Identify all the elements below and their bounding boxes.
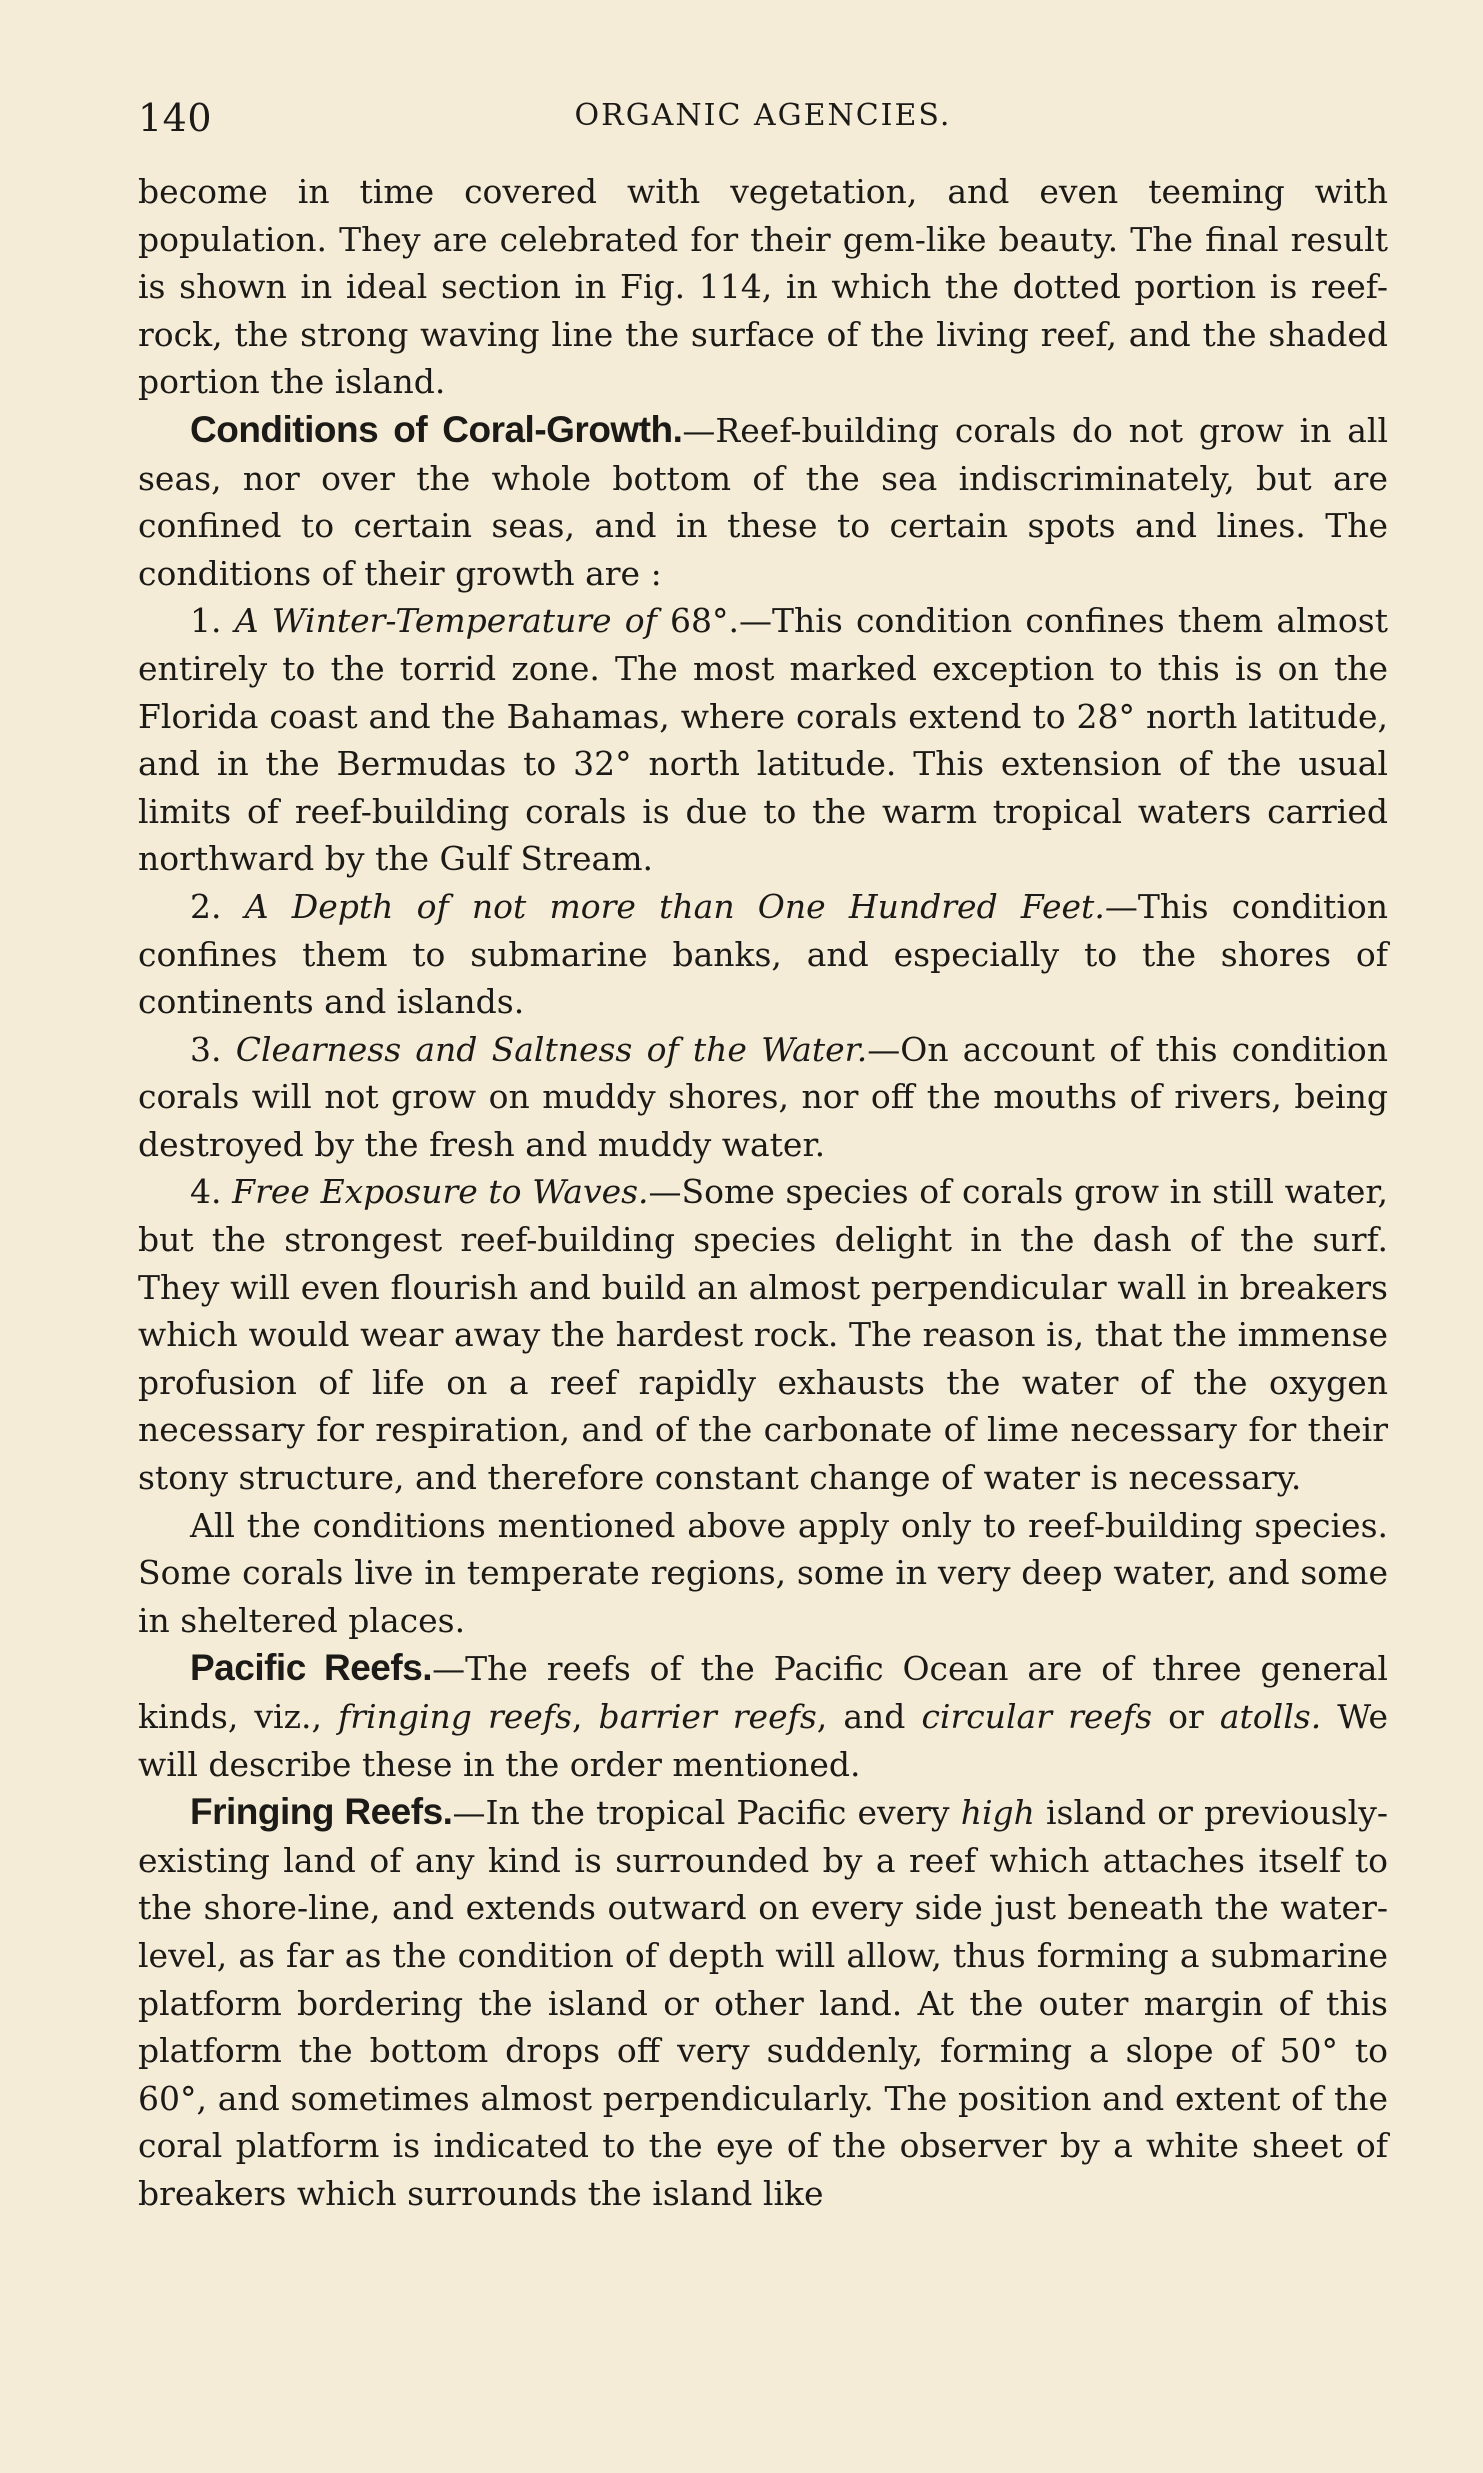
term-circular-reefs: circular reefs [921, 1697, 1153, 1736]
page-header [138, 96, 1388, 146]
body-text [138, 168, 1388, 2218]
paragraph-text: —Some species of corals grow in still water, but the strongest reef-building species delight in the dash of the surf. They will even flourish and build an almost perpendicular wall in breakers which would wear away the hardest rock. The reason is, that the immense profusion of life on a reef rapidly exhausts the water of the oxygen necessary for respiration, and of the carbonate of lime necessary for their stony structure, and therefore constant change of water is necessary. [138, 1172, 1388, 1498]
paragraph-text: , and [816, 1697, 922, 1736]
list-number: 1. [190, 601, 222, 641]
term-high: high [960, 1793, 1035, 1833]
paragraph-text: island or previously-existing land of any kind is surrounded by a reef which attaches itself to the shore-line, and extends outward on every side just beneath the water-level, as far as the condition of depth will allow, thus forming a submarine platform bordering the island or other land. At the outer margin of this platform the bottom drops off very suddenly, forming a slope of 50° to 60°, and sometimes almost perpendicularly. The position and extent of the coral platform is indicated to the eye of the observer by a white sheet of breakers which surrounds the island like [138, 1793, 1388, 2213]
paragraph-text: —This condition confines them to submarine banks, and especially to the shores of continents and islands. [138, 886, 1388, 1022]
paragraph-continuation: become in time covered with vegetation, and even teeming with population. They are celebrated for their gem-like beauty. The final result is shown in ideal section in Fig. 114, in which the dotted portion is reef-rock, the strong waving line the surface of the living reef, and the shaded portion the island. [138, 172, 1388, 402]
condition-title: A Depth of not more than One Hundred Feet. [244, 886, 1105, 926]
paragraph-condition-3 [138, 1026, 1388, 1169]
paragraph-condition-2 [138, 883, 1388, 1026]
paragraph-conditions-of-coral-growth [138, 406, 1388, 597]
paragraph-text: or [1152, 1697, 1220, 1736]
term-fringing-reefs: fringing reefs [338, 1697, 572, 1736]
paragraph-text: 68°.—This condition confines them almost entirely to the torrid zone. The most marked exception to this is on the Florida coast and the Bahamas, where corals extend to 28° north latitude, and in the Bermudas to 32° north latitude. This extension of the usual limits of reef-building corals is due to the warm tropical waters carried northward by the Gulf Stream. [138, 601, 1388, 879]
condition-title: Clearness and Saltness of the Water. [235, 1029, 868, 1069]
term-atolls: atolls. [1219, 1697, 1322, 1736]
paragraph-text: —The reefs of the Pacific Ocean are of three general kinds, viz., [138, 1649, 1388, 1736]
paragraph-condition-4 [138, 1168, 1388, 1501]
section-heading-fringing-reefs: Fringing Reefs. [190, 1791, 453, 1833]
running-title: ORGANIC AGENCIES. [574, 98, 952, 133]
condition-title: Free Exposure to Waves. [232, 1172, 649, 1212]
paragraph-conditions-summary: All the conditions mentioned above apply only to reef-building species. Some corals live in temperate regions, some in very deep water, and some in sheltered places. [138, 1505, 1388, 1640]
condition-title: A Winter-Temperature of [234, 601, 657, 641]
list-number: 2. [190, 886, 222, 926]
list-number: 4. [190, 1172, 222, 1212]
list-number: 3. [190, 1029, 222, 1069]
paragraph-text: —Reef-building corals do not grow in all seas, nor over the whole bottom of the sea indiscriminately, but are confined to certain seas, and in these to certain spots and lines. The conditions of their growth are : [138, 410, 1389, 593]
section-heading-pacific-reefs: Pacific Reefs. [190, 1647, 433, 1689]
paragraph-condition-1 [138, 597, 1388, 883]
paragraph-text: —In the tropical Pacific every [452, 1793, 961, 1833]
paragraph-text: —On account of this condition corals will not grow on muddy shores, nor off the mouths of rivers, being destroyed by the fresh and muddy water. [138, 1029, 1388, 1164]
page-number: 140 [138, 96, 213, 140]
paragraph-text: , [571, 1697, 599, 1736]
section-heading-conditions: Conditions of Coral-Growth. [190, 408, 683, 450]
paragraph-fringing-reefs [138, 1788, 1388, 2217]
paragraph-text: We will describe these in the order mentioned. [138, 1697, 1389, 1784]
term-barrier-reefs: barrier reefs [598, 1697, 817, 1736]
paragraph-pacific-reefs [138, 1644, 1388, 1788]
